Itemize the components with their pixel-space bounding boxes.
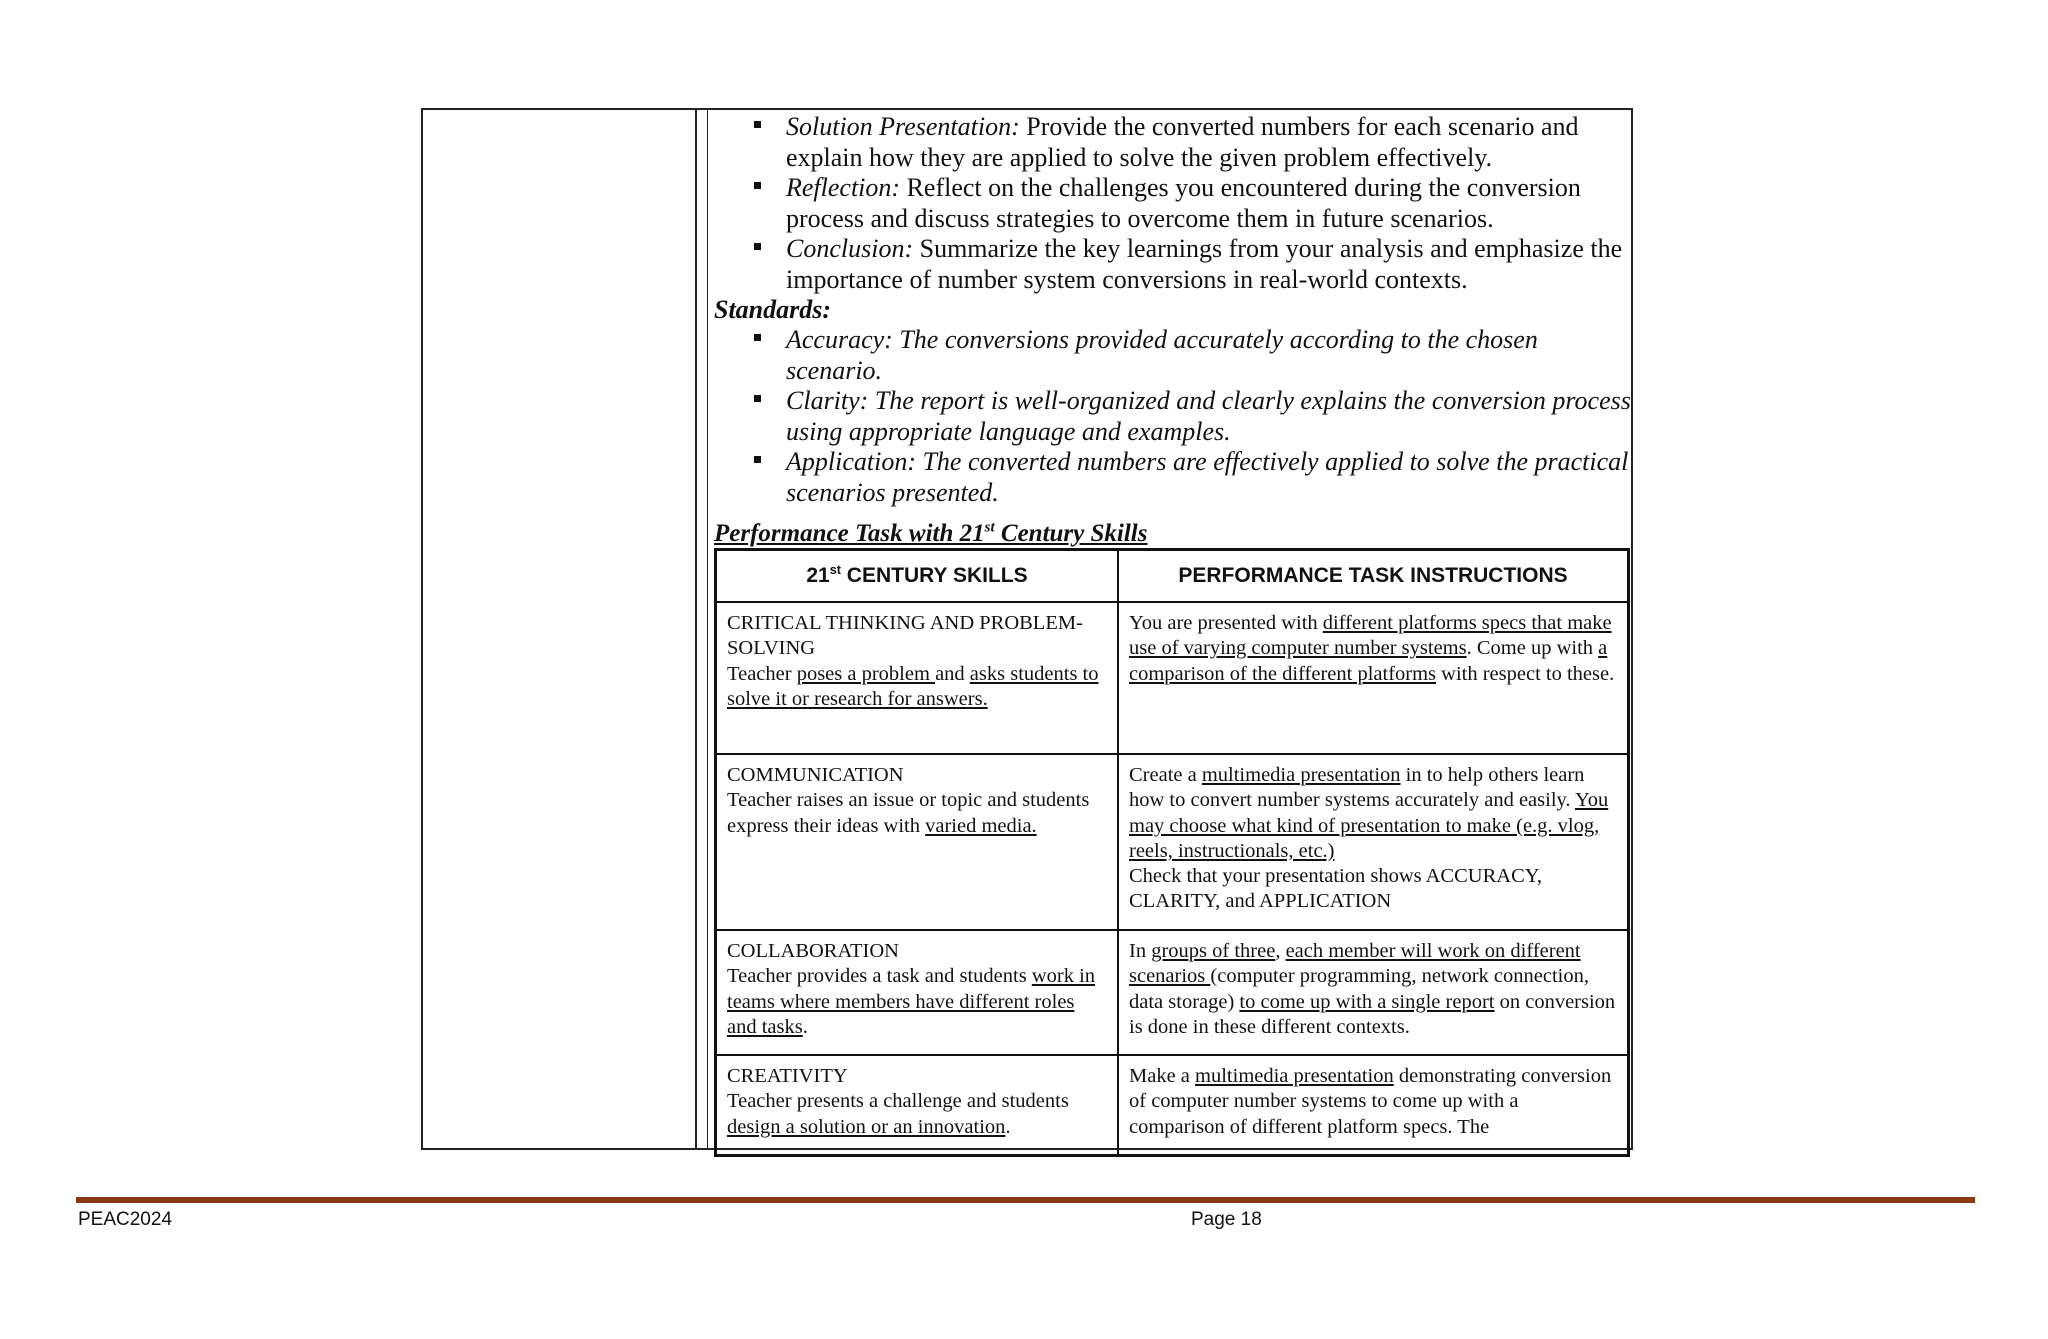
skill-cell: COLLABORATION Teacher provides a task and students work in teams where members have different roles and tasks. <box>716 930 1119 1055</box>
left-column <box>423 110 697 1148</box>
list-item: Application: The converted numbers are effectively applied to solve the practical scenarios presented. <box>786 447 1634 508</box>
performance-task-heading: Performance Task with 21st Century Skills <box>714 519 1148 547</box>
column-header-instructions: PERFORMANCE TASK INSTRUCTIONS <box>1118 550 1629 603</box>
skill-cell: CREATIVITY Teacher presents a challenge and students design a solution or an innovation. <box>716 1055 1119 1155</box>
list-item: Conclusion: Summarize the key learnings from your analysis and emphasize the importance of number system conversions in real-world contexts. <box>786 234 1634 295</box>
table-row <box>716 930 1629 1055</box>
document-frame <box>421 108 1633 1150</box>
instruction-cell: In groups of three, each member will work on different scenarios (computer programming, network connection, data storage) to come up with a single report on conversion is done in these different contexts. <box>1118 930 1629 1055</box>
right-column <box>707 110 1631 1148</box>
instruction-cell: You are presented with different platforms specs that make use of varying computer number systems. Come up with a comparison of the different platforms with respect to these. <box>1118 602 1629 754</box>
steps-list <box>714 112 1634 295</box>
footer-rule <box>76 1197 1975 1203</box>
list-item: Reflection: Reflect on the challenges you encountered during the conversion process and discuss strategies to overcome them in future scenarios. <box>786 173 1634 234</box>
list-item: Clarity: The report is well-organized and clearly explains the conversion process using appropriate language and examples. <box>786 386 1634 447</box>
footer-doc-code: PEAC2024 <box>78 1209 173 1230</box>
instruction-cell: Create a multimedia presentation in to help others learn how to convert number systems accurately and easily. You may choose what kind of presentation to make (e.g. vlog, reels, instructionals, etc.) Check that your presentation shows ACCURACY, CLARITY, and APPLICATION <box>1118 754 1629 930</box>
content-area <box>714 112 1634 548</box>
skill-cell: CRITICAL THINKING AND PROBLEM-SOLVING Teacher poses a problem and asks students to solve it or research for answers. <box>716 602 1119 754</box>
skill-cell: COMMUNICATION Teacher raises an issue or topic and students express their ideas with varied media. <box>716 754 1119 930</box>
list-item: Accuracy: The conversions provided accurately according to the chosen scenario. <box>786 325 1634 386</box>
table-header-row <box>716 550 1629 603</box>
page-number: Page 18 <box>1191 1209 1262 1230</box>
instruction-cell: Make a multimedia presentation demonstrating conversion of computer number systems to come up with a comparison of different platform specs. The <box>1118 1055 1629 1155</box>
table-row <box>716 602 1629 754</box>
skills-table <box>714 548 1630 1157</box>
list-item: Solution Presentation: Provide the converted numbers for each scenario and explain how they are applied to solve the given problem effectively. <box>786 112 1634 173</box>
table-row <box>716 754 1629 930</box>
standards-heading: Standards: <box>714 295 832 324</box>
column-header-skills: 21st CENTURY SKILLS <box>716 550 1119 603</box>
standards-list <box>714 325 1634 508</box>
table-row <box>716 1055 1629 1155</box>
